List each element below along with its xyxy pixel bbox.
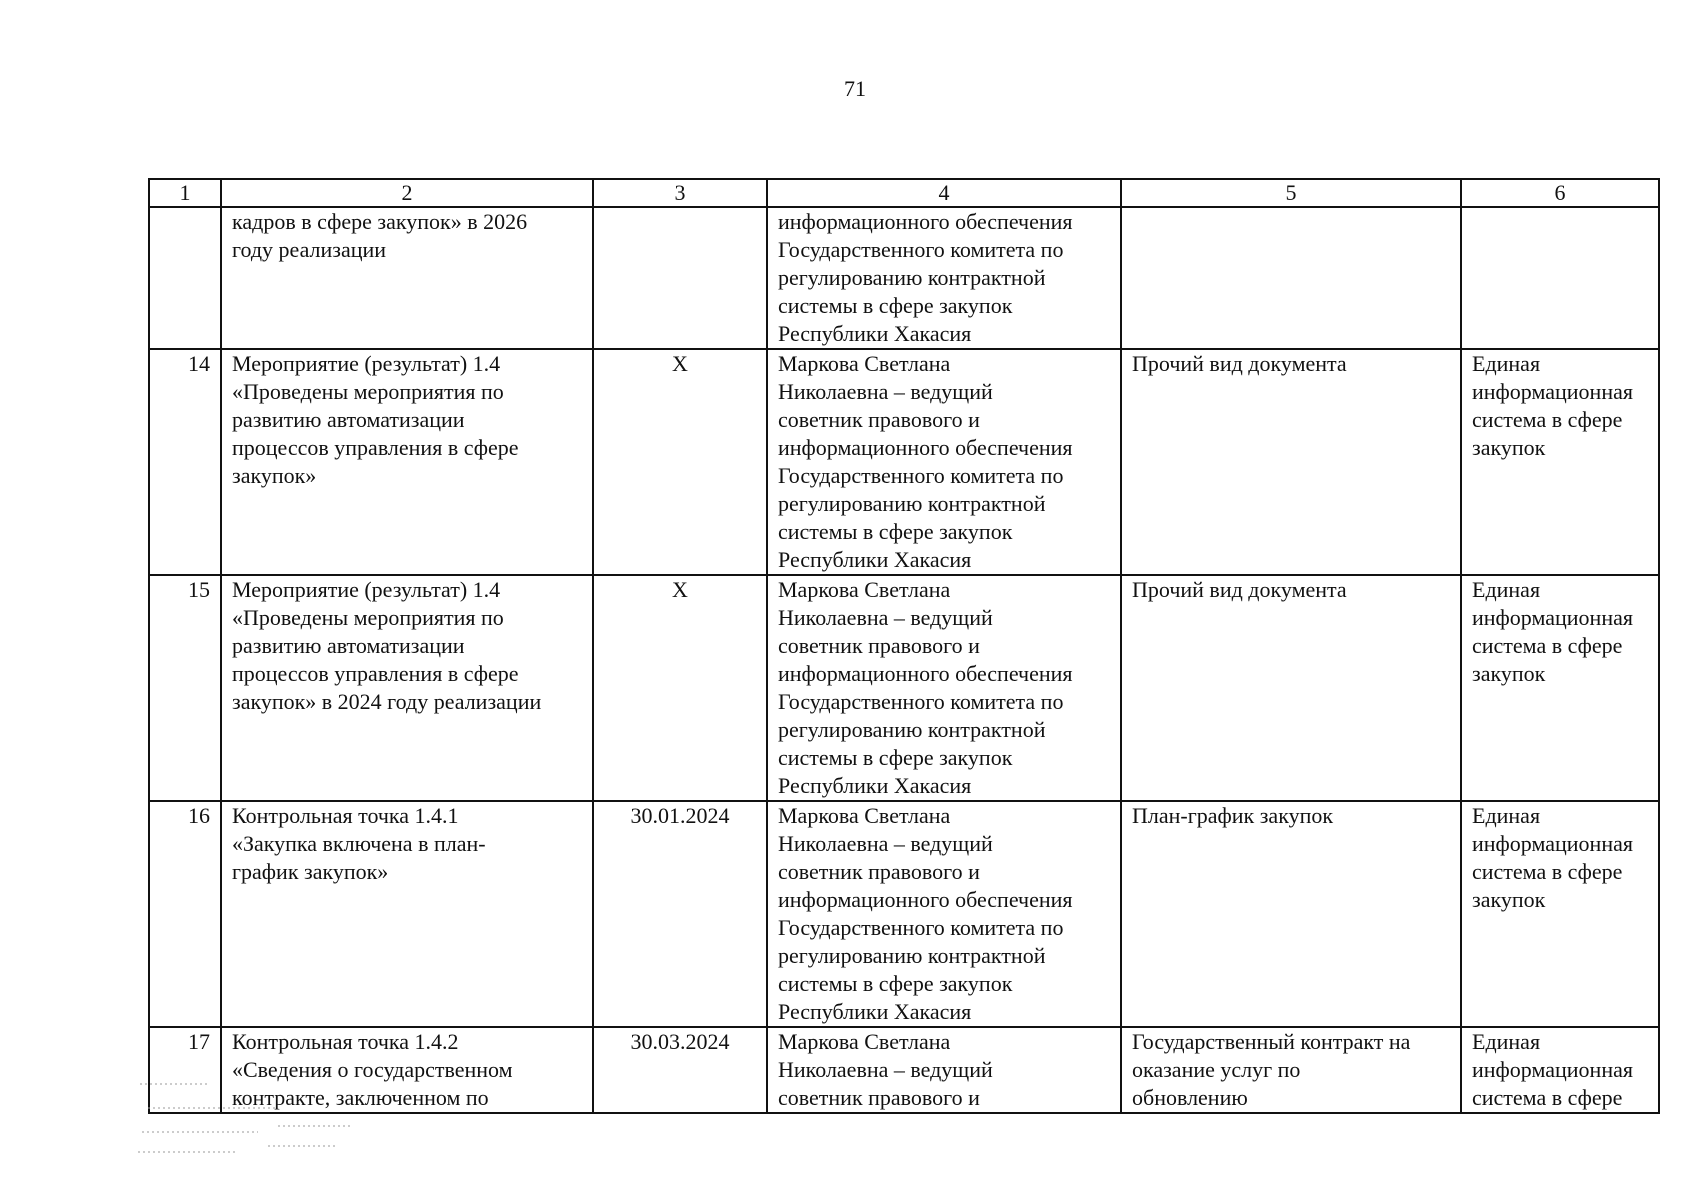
scan-artifact [138, 1080, 358, 1160]
page-number: 71 [844, 76, 866, 101]
table-row [149, 801, 1659, 1027]
date-cell: Х [593, 575, 767, 801]
date-cell [593, 207, 767, 349]
header-row [149, 179, 1659, 207]
document-cell [1121, 207, 1461, 349]
document-cell: План-график закупок [1121, 801, 1461, 1027]
system-cell: Единая информационная система в сфере закупок [1461, 801, 1659, 1027]
responsible-cell: Маркова Светлана Николаевна – ведущий советник правового и [767, 1027, 1121, 1113]
row-number: 14 [149, 349, 221, 575]
event-cell: Контрольная точка 1.4.1 «Закупка включена в план- график закупок» [221, 801, 593, 1027]
responsible-cell: Маркова Светлана Николаевна – ведущий советник правового и информационного обеспечения Государственного комитета по регулированию контрактной системы в сфере закупок Республики Хакасия [767, 349, 1121, 575]
table-row [149, 575, 1659, 801]
row-number [149, 207, 221, 349]
document-cell: Прочий вид документа [1121, 575, 1461, 801]
event-cell: Мероприятие (результат) 1.4 «Проведены мероприятия по развитию автоматизации процессов управления в сфере закупок» [221, 349, 593, 575]
plan-table [148, 178, 1660, 1114]
event-cell: Контрольная точка 1.4.2 «Сведения о государственном контракте, заключенном по [221, 1027, 593, 1113]
header-col-3: 3 [593, 179, 767, 207]
responsible-cell: Маркова Светлана Николаевна – ведущий советник правового и информационного обеспечения Государственного комитета по регулированию контрактной системы в сфере закупок Республики Хакасия [767, 575, 1121, 801]
row-number: 17 [149, 1027, 221, 1113]
header-col-1: 1 [149, 179, 221, 207]
system-cell: Единая информационная система в сфере закупок [1461, 349, 1659, 575]
responsible-cell: Маркова Светлана Николаевна – ведущий советник правового и информационного обеспечения Государственного комитета по регулированию контрактной системы в сфере закупок Республики Хакасия [767, 801, 1121, 1027]
system-cell: Единая информационная система в сфере закупок [1461, 575, 1659, 801]
system-cell [1461, 207, 1659, 349]
event-cell: кадров в сфере закупок» в 2026 году реализации [221, 207, 593, 349]
table-row [149, 207, 1659, 349]
event-cell: Мероприятие (результат) 1.4 «Проведены мероприятия по развитию автоматизации процессов управления в сфере закупок» в 2024 году реализации [221, 575, 593, 801]
table-row [149, 1027, 1659, 1113]
header-col-6: 6 [1461, 179, 1659, 207]
header-col-4: 4 [767, 179, 1121, 207]
responsible-cell: информационного обеспечения Государственного комитета по регулированию контрактной системы в сфере закупок Республики Хакасия [767, 207, 1121, 349]
date-cell: 30.01.2024 [593, 801, 767, 1027]
table-row [149, 349, 1659, 575]
row-number: 15 [149, 575, 221, 801]
date-cell: Х [593, 349, 767, 575]
row-number: 16 [149, 801, 221, 1027]
header-col-2: 2 [221, 179, 593, 207]
date-cell: 30.03.2024 [593, 1027, 767, 1113]
document-cell: Прочий вид документа [1121, 349, 1461, 575]
system-cell: Единая информационная система в сфере [1461, 1027, 1659, 1113]
header-col-5: 5 [1121, 179, 1461, 207]
document-cell: Государственный контракт на оказание услуг по обновлению [1121, 1027, 1461, 1113]
